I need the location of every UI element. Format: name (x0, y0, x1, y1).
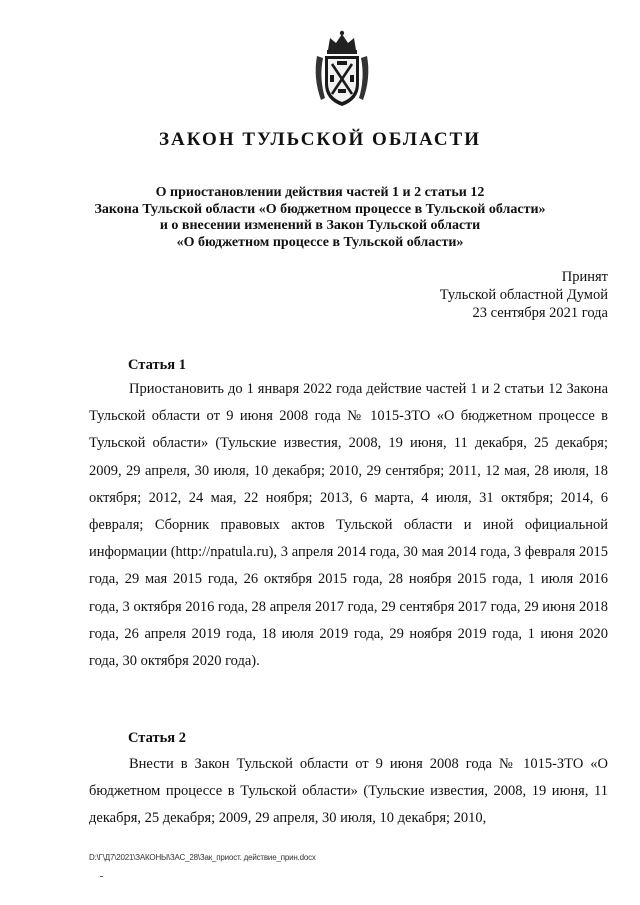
article-1-body: Приостановить до 1 января 2022 года действие частей 1 и 2 статьи 12 Закона Тульской области от 9 июня 2008 года № 1015-ЗТО «О бюджетном процессе в Тульской области» (Тульские известия, 2008, 19 июня, 11 декабря, 25 декабря; 2009, 29 апреля, 30 июля, 10 декабря; 2010, 29 сентября; 2011, 12 мая, 28 июля, 18 октября; 2012, 24 мая, 22 ноября; 2013, 6 марта, 4 июля, 31 октября; 2014, 6 февраля; Сборник правовых актов Тульской области и иной официальной информации (http://npatula.ru), 3 апреля 2014 года, 30 мая 2014 года, 3 февраля 2015 года, 29 мая 2015 года, 26 октября 2015 года, 28 ноября 2015 года, 1 июля 2016 года, 3 октября 2016 года, 28 апреля 2017 года, 29 сентября 2017 года, 29 июня 2018 года, 26 апреля 2019 года, 18 июля 2019 года, 29 ноября 2019 года, 1 июня 2020 года, 30 октября 2020 года). (89, 381, 608, 670)
article-2-heading: Статья 2 (128, 730, 186, 746)
file-path-footer: D:\Г\Д7\2021\ЗАКОНЫ\ЗАС_28\Зак_приост. действие_прин.docx (89, 853, 316, 862)
subtitle-line: «О бюджетном процессе в Тульской области» (176, 234, 464, 250)
adopted-by: Тульской областной Думой (439, 287, 608, 303)
subtitle-line: Закона Тульской области «О бюджетном процессе в Тульской области» (94, 201, 546, 217)
scan-mark (100, 876, 103, 877)
tula-coat-of-arms-emblem (311, 28, 373, 108)
subtitle-line: О приостановлении действия частей 1 и 2 статьи 12 (155, 185, 485, 200)
article-2-text (89, 751, 608, 833)
article-1-heading: Статья 1 (128, 357, 186, 373)
law-subtitle (60, 185, 580, 251)
article-2-body: Внести в Закон Тульской области от 9 июня 2008 года № 1015-ЗТО «О бюджетном процессе в Тульской области» (Тульские известия, 2008, 19 июня, 11 декабря, 25 декабря; 2009, 29 апреля, 30 июля, 10 декабря; 2010, (89, 756, 608, 827)
adopted-label: Принят (561, 269, 608, 285)
subtitle-line: и о внесении изменений в Закон Тульской области (159, 218, 481, 233)
article-1-text (89, 376, 608, 675)
adopted-date: 23 сентября 2021 года (472, 305, 608, 321)
law-title: ЗАКОН ТУЛЬСКОЙ ОБЛАСТИ (158, 129, 482, 150)
adoption-block (440, 268, 608, 322)
